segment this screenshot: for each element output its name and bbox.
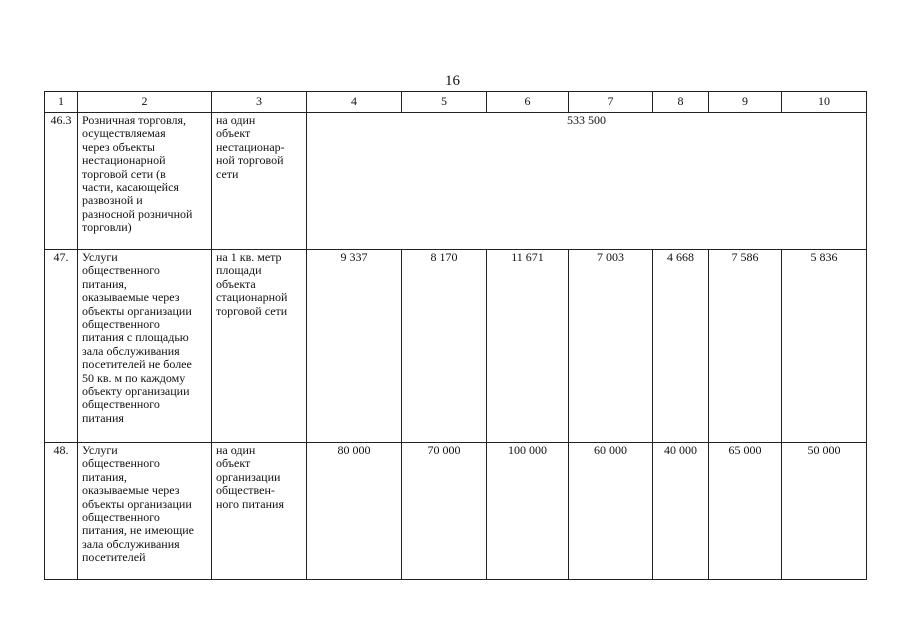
value-cell: 8 170 [402, 250, 487, 443]
row-number: 47. [45, 250, 78, 443]
column-header: 3 [212, 92, 307, 113]
column-header: 1 [45, 92, 78, 113]
column-header: 8 [653, 92, 709, 113]
tariff-table [44, 91, 867, 580]
value-cell: 7 586 [709, 250, 782, 443]
value-cell: 70 000 [402, 443, 487, 580]
column-header: 4 [307, 92, 402, 113]
value-cell: 80 000 [307, 443, 402, 580]
service-description: Услуги общественного питания, оказываемые через объекты организации общественного питания, не имеющие зала обслуживания посетителей [78, 443, 212, 580]
unit-of-measure: на 1 кв. метр площади объекта стационарной торговой сети [212, 250, 307, 443]
page-number: 16 [445, 73, 460, 89]
value-cell: 50 000 [782, 443, 867, 580]
table-header-row [45, 92, 867, 113]
table-row [45, 443, 867, 580]
table-row [45, 250, 867, 443]
column-header: 2 [78, 92, 212, 113]
unit-of-measure: на один объект нестационар- ной торговой сети [212, 113, 307, 250]
column-header: 7 [569, 92, 653, 113]
value-cell: 5 836 [782, 250, 867, 443]
service-description: Услуги общественного питания, оказываемые через объекты организации общественного питания с площадью зала обслуживания посетителей не более 50 кв. м по каждому объекту организации общественного питания [78, 250, 212, 443]
value-cell: 9 337 [307, 250, 402, 443]
value-cell: 100 000 [487, 443, 569, 580]
service-description: Розничная торговля, осуществляемая через объекты нестационарной торговой сети (в части, касающейся развозной и разносной розничной торговли) [78, 113, 212, 250]
row-number: 46.3 [45, 113, 78, 250]
value-cell: 65 000 [709, 443, 782, 580]
value-cell: 4 668 [653, 250, 709, 443]
row-number: 48. [45, 443, 78, 580]
table-row [45, 113, 867, 250]
merged-value-cell: 533 500 [307, 113, 867, 250]
value-cell: 7 003 [569, 250, 653, 443]
column-header: 5 [402, 92, 487, 113]
unit-of-measure: на один объект организации обществен- ного питания [212, 443, 307, 580]
column-header: 9 [709, 92, 782, 113]
column-header: 10 [782, 92, 867, 113]
value-cell: 60 000 [569, 443, 653, 580]
column-header: 6 [487, 92, 569, 113]
value-cell: 40 000 [653, 443, 709, 580]
value-cell: 11 671 [487, 250, 569, 443]
